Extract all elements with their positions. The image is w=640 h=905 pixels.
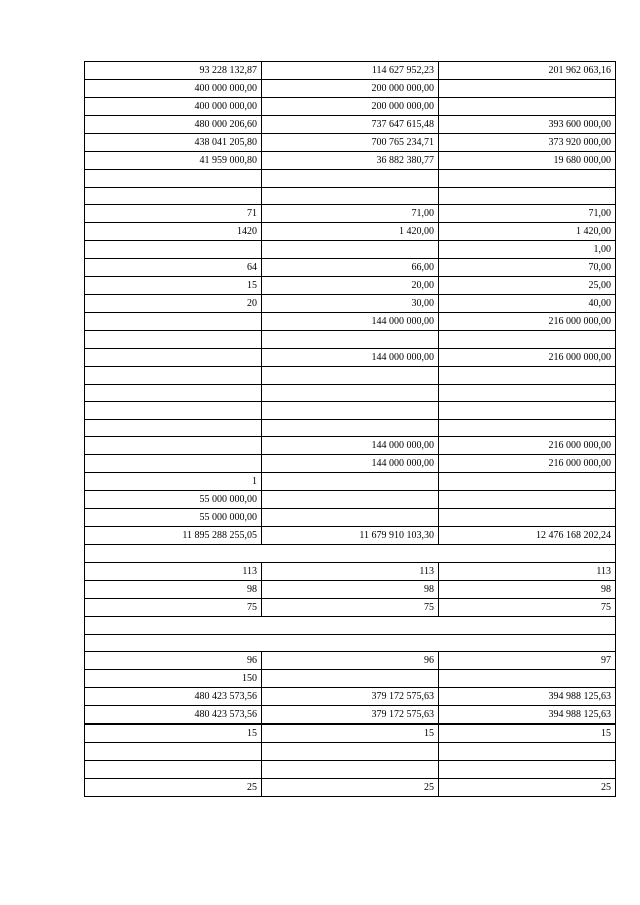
table-cell-col2: 144 000 000,00 (262, 348, 439, 366)
table-cell-col1 (85, 366, 262, 384)
table-cell-col2 (262, 384, 439, 402)
table-row (85, 724, 616, 743)
table-row (85, 509, 616, 527)
table-row (85, 259, 616, 277)
table-cell-col1: 1420 (85, 223, 262, 241)
table-cell-col2: 30,00 (262, 295, 439, 313)
table-cell-col1: 150 (85, 670, 262, 688)
table-cell-col3 (439, 743, 616, 761)
table-row (85, 313, 616, 331)
table-cell-col2: 379 172 575,63 (262, 688, 439, 706)
table-cell-col2 (262, 743, 439, 761)
table-cell-col3 (439, 80, 616, 98)
table-cell-col2: 737 647 615,48 (262, 116, 439, 134)
table-row (85, 402, 616, 420)
table-cell-col1 (85, 384, 262, 402)
table-cell-col1: 400 000 000,00 (85, 98, 262, 116)
table-row (85, 473, 616, 491)
table-cell-col2 (262, 670, 439, 688)
table-cell-col2: 114 627 952,23 (262, 62, 439, 80)
table-cell-col2: 25 (262, 778, 439, 796)
table-cell-col3: 394 988 125,63 (439, 706, 616, 725)
table-cell-col1: 11 895 288 255,05 (85, 527, 262, 545)
table-cell-col3 (439, 419, 616, 437)
table-cell-col1: 71 (85, 205, 262, 223)
table-cell-col3 (439, 187, 616, 205)
table-row (85, 491, 616, 509)
table-cell-col2 (262, 491, 439, 509)
table-cell-col3 (439, 670, 616, 688)
table-row (85, 455, 616, 473)
table-cell-col3 (439, 384, 616, 402)
table-cell-col1 (85, 743, 262, 761)
table-cell-col3: 97 (439, 652, 616, 670)
table-cell-col1: 438 041 205,80 (85, 134, 262, 152)
table-body (85, 62, 616, 797)
table-row (85, 134, 616, 152)
table-row (85, 62, 616, 80)
table-cell-col3: 25 (439, 778, 616, 796)
table-cell-col2: 200 000 000,00 (262, 80, 439, 98)
table-cell-col2: 75 (262, 599, 439, 617)
table-cell-col3 (439, 473, 616, 491)
table-cell-col2: 113 (262, 563, 439, 581)
table-cell-col2: 36 882 380,77 (262, 152, 439, 170)
table-row (85, 241, 616, 259)
table-cell-col1: 75 (85, 599, 262, 617)
table-cell-col1 (85, 170, 262, 188)
table-row (85, 170, 616, 188)
table-row (85, 419, 616, 437)
table-row (85, 384, 616, 402)
table-cell-col2: 11 679 910 103,30 (262, 527, 439, 545)
table-cell-col2: 200 000 000,00 (262, 98, 439, 116)
table-row (85, 778, 616, 796)
table-cell-col2: 144 000 000,00 (262, 455, 439, 473)
table-row (85, 761, 616, 779)
table-cell-col1 (85, 313, 262, 331)
table-cell-col3 (439, 366, 616, 384)
table-row (85, 527, 616, 545)
table-cell-col2 (262, 761, 439, 779)
table-cell-col1: 98 (85, 581, 262, 599)
table-row (85, 437, 616, 455)
table-cell-col1: 55 000 000,00 (85, 509, 262, 527)
table-cell-col3: 25,00 (439, 277, 616, 295)
table-cell-col3 (439, 509, 616, 527)
table-row (85, 599, 616, 617)
table-cell-col3: 216 000 000,00 (439, 437, 616, 455)
financial-table (84, 61, 616, 797)
table-cell-col2 (262, 170, 439, 188)
table-cell-col3: 40,00 (439, 295, 616, 313)
table-cell-col1: 20 (85, 295, 262, 313)
table-cell-col2 (262, 331, 439, 349)
table-cell-col1 (85, 761, 262, 779)
table-row (85, 545, 616, 563)
table-row (85, 348, 616, 366)
table-cell-col3: 216 000 000,00 (439, 313, 616, 331)
table-row (85, 277, 616, 295)
table-cell-col2: 379 172 575,63 (262, 706, 439, 725)
table-cell-col3: 113 (439, 563, 616, 581)
table-cell-col3: 19 680 000,00 (439, 152, 616, 170)
table-row (85, 706, 616, 725)
table-cell-col1 (85, 437, 262, 455)
table-row (85, 670, 616, 688)
table-cell-col2: 20,00 (262, 277, 439, 295)
table-cell-col3: 393 600 000,00 (439, 116, 616, 134)
table-cell-col3: 201 962 063,16 (439, 62, 616, 80)
table-cell-col3: 394 988 125,63 (439, 688, 616, 706)
table-cell-col2: 700 765 234,71 (262, 134, 439, 152)
table-row (85, 652, 616, 670)
table-cell-col2 (262, 402, 439, 420)
table-cell-col1: 96 (85, 652, 262, 670)
table-cell-col1 (85, 402, 262, 420)
table-cell-col3: 1,00 (439, 241, 616, 259)
table-row (85, 223, 616, 241)
table-cell-col1: 113 (85, 563, 262, 581)
table-row (85, 634, 616, 652)
table-cell-col2: 144 000 000,00 (262, 437, 439, 455)
table-cell-col1: 41 959 000,80 (85, 152, 262, 170)
table-cell-col1 (85, 455, 262, 473)
table-cell-col2: 1 420,00 (262, 223, 439, 241)
table-cell-col2 (262, 509, 439, 527)
table-cell-col1: 480 000 206,60 (85, 116, 262, 134)
table-cell-col3 (439, 98, 616, 116)
table-row (85, 98, 616, 116)
table-cell-col3: 1 420,00 (439, 223, 616, 241)
table-cell-col1: 400 000 000,00 (85, 80, 262, 98)
table-cell-col3 (439, 170, 616, 188)
table-cell-col3 (439, 331, 616, 349)
table-cell-col1: 480 423 573,56 (85, 688, 262, 706)
table-cell-col1 (85, 187, 262, 205)
table-row (85, 187, 616, 205)
table-cell-col2: 66,00 (262, 259, 439, 277)
table-row (85, 581, 616, 599)
table-row (85, 617, 616, 635)
table-cell-col1: 93 228 132,87 (85, 62, 262, 80)
table-cell-col1: 480 423 573,56 (85, 706, 262, 725)
table-row (85, 116, 616, 134)
table-cell-col1: 64 (85, 259, 262, 277)
table-row (85, 366, 616, 384)
table-cell-col3: 15 (439, 724, 616, 743)
table-cell-col2 (262, 419, 439, 437)
table-row (85, 80, 616, 98)
table-cell-span (85, 634, 616, 652)
table-row (85, 743, 616, 761)
table-cell-col1 (85, 419, 262, 437)
table-cell-col2: 96 (262, 652, 439, 670)
table-cell-col3: 216 000 000,00 (439, 348, 616, 366)
table-cell-col3: 12 476 168 202,24 (439, 527, 616, 545)
table-cell-col1: 55 000 000,00 (85, 491, 262, 509)
table-row (85, 152, 616, 170)
table-cell-col3: 373 920 000,00 (439, 134, 616, 152)
table-cell-col2 (262, 241, 439, 259)
table-cell-col1 (85, 331, 262, 349)
table-cell-col1 (85, 241, 262, 259)
table-cell-col3 (439, 491, 616, 509)
table-cell-col3: 71,00 (439, 205, 616, 223)
table-row (85, 295, 616, 313)
table-cell-col3: 98 (439, 581, 616, 599)
table-cell-col2: 144 000 000,00 (262, 313, 439, 331)
table-cell-col2 (262, 473, 439, 491)
table-row (85, 688, 616, 706)
table-cell-col3 (439, 402, 616, 420)
table-cell-span (85, 617, 616, 635)
table-cell-col2 (262, 366, 439, 384)
table-row (85, 563, 616, 581)
table-cell-col2: 98 (262, 581, 439, 599)
table-cell-col1: 15 (85, 277, 262, 295)
table-cell-col2: 71,00 (262, 205, 439, 223)
table-row (85, 331, 616, 349)
table-cell-col3: 70,00 (439, 259, 616, 277)
table-cell-col3: 75 (439, 599, 616, 617)
table-cell-col2 (262, 187, 439, 205)
table-row (85, 205, 616, 223)
table-cell-col3: 216 000 000,00 (439, 455, 616, 473)
table-cell-span (85, 545, 616, 563)
table-cell-col1: 25 (85, 778, 262, 796)
table-cell-col1: 15 (85, 724, 262, 743)
table-cell-col3 (439, 761, 616, 779)
table-cell-col1: 1 (85, 473, 262, 491)
table-cell-col2: 15 (262, 724, 439, 743)
table-cell-col1 (85, 348, 262, 366)
